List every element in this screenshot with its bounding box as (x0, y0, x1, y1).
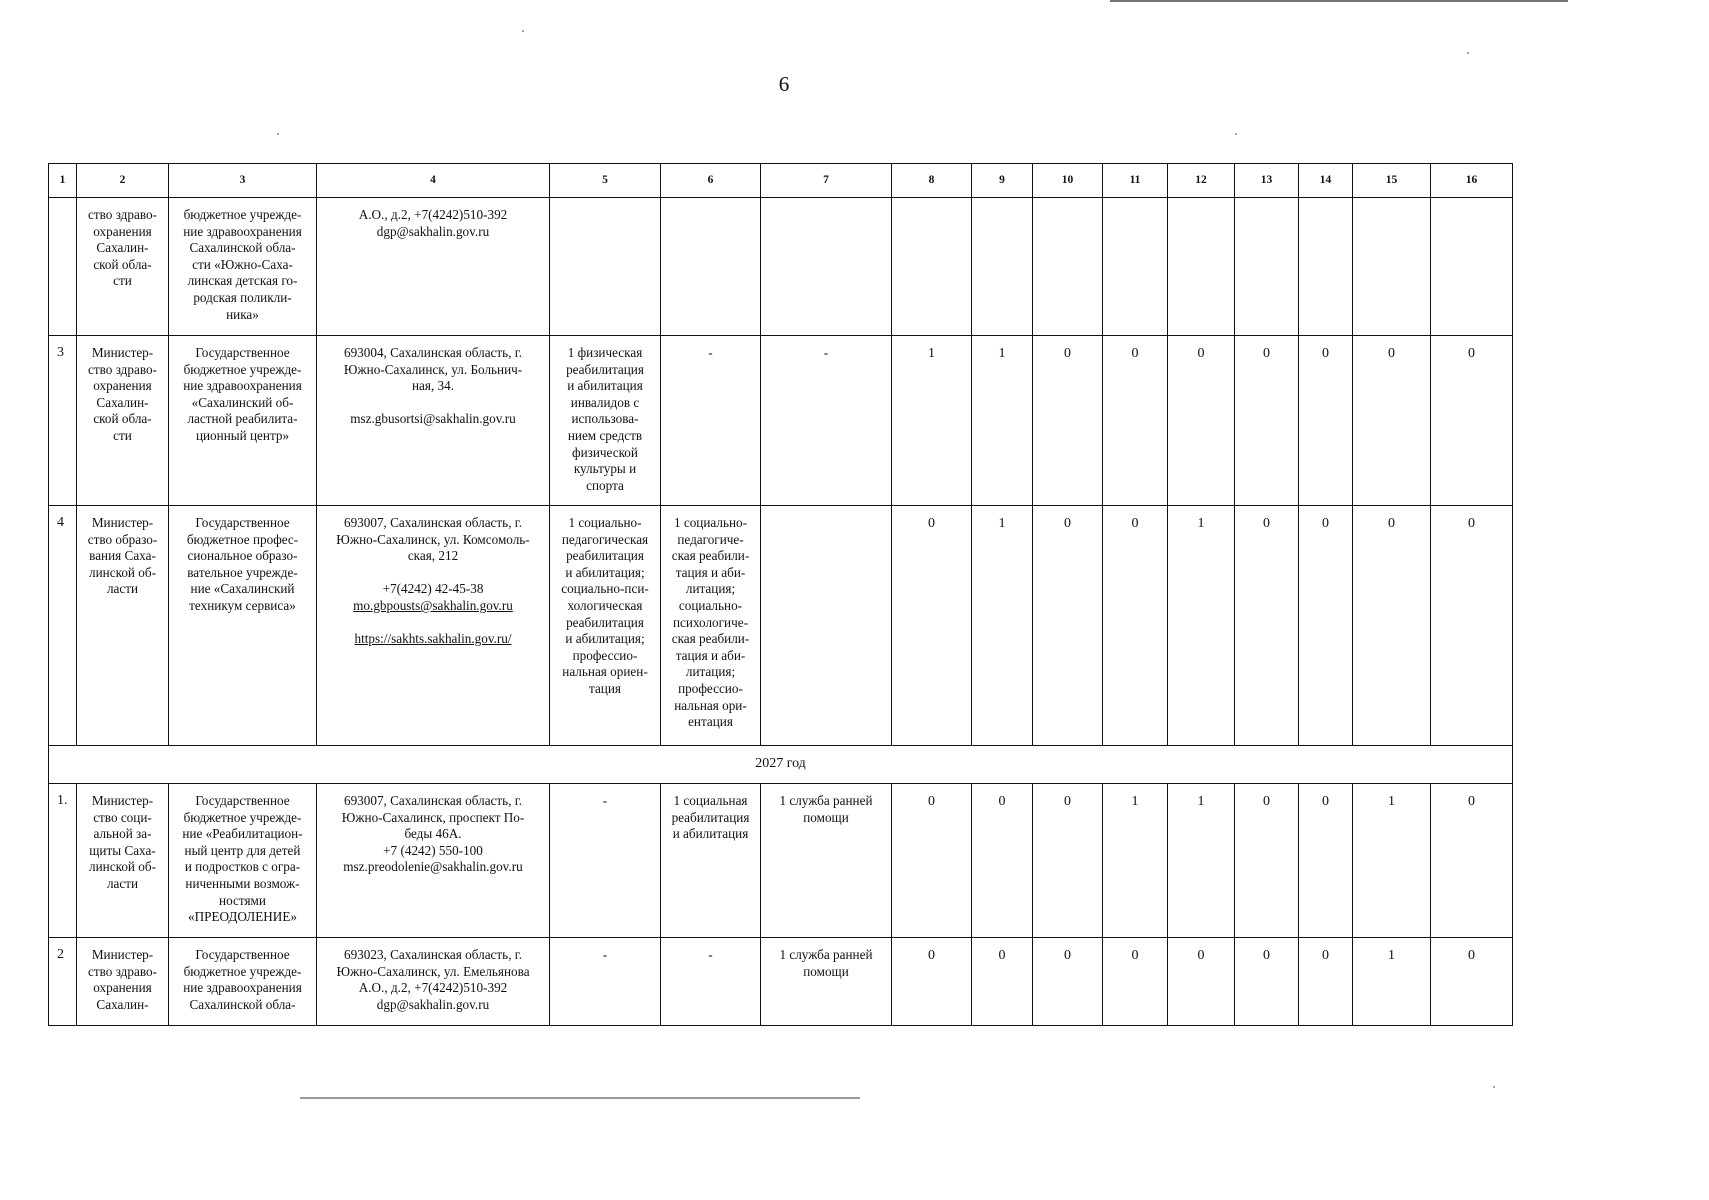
row-index-cell: 4 (49, 506, 77, 746)
institution-line: Государственное (195, 793, 290, 808)
institution-cell (169, 938, 317, 1026)
value-cell (892, 198, 972, 336)
institution-line: сиональное образо- (187, 548, 298, 564)
rehab-type-alt-cell (661, 336, 761, 506)
early-help-cell (761, 198, 892, 336)
rehab-type-line: социально-пси- (561, 581, 649, 597)
value-cell (1103, 198, 1168, 336)
rehab-type-line: и абилитация; (565, 631, 645, 647)
rehab-type-alt-line: профессио- (678, 680, 743, 696)
rehab-type-line: физической (572, 444, 638, 460)
institution-line: и подростков с огра- (184, 859, 301, 875)
column-number: 6 (661, 164, 761, 198)
value-cell: 0 (1431, 784, 1513, 938)
value-cell: 0 (1353, 506, 1431, 746)
institution-line: бюджетное учрежде- (183, 809, 302, 825)
value-cell (972, 198, 1033, 336)
scan-speck (277, 133, 279, 135)
address-line: ная, 34. (411, 378, 455, 394)
scan-speck (1493, 1086, 1495, 1088)
value-cell: 0 (1299, 506, 1353, 746)
address-line: 693007, Сахалинская область, г. (343, 515, 523, 530)
institution-cell (169, 784, 317, 938)
value-cell: 0 (892, 784, 972, 938)
rehab-type-line: инвалидов с (570, 394, 640, 410)
rehab-type-line: культуры и (573, 461, 637, 477)
institution-line: сти «Южно-Саха- (192, 256, 293, 272)
address-cell (317, 938, 550, 1026)
address-line: Южно-Сахалинск, ул. Комсомоль- (336, 531, 530, 547)
ministry-line: ской обла- (93, 411, 152, 427)
column-number: 15 (1353, 164, 1431, 198)
row-index-cell: 2 (49, 938, 77, 1026)
ministry-line: охранения (93, 378, 152, 394)
rehab-type-line: тация (589, 680, 621, 696)
early-help-line: 1 служба ранней (779, 793, 873, 808)
rehab-type-alt-cell (661, 506, 761, 746)
column-number: 12 (1168, 164, 1235, 198)
rehab-type-line: реабилитация (566, 614, 644, 630)
ministry-line: вания Саха- (89, 548, 156, 564)
institution-line: Государственное (195, 345, 290, 360)
scan-artifact-bottom (300, 1097, 860, 1099)
ministry-line: ство здраво- (88, 963, 157, 979)
value-cell: 0 (892, 506, 972, 746)
rehab-type-alt-line: ская реабили- (671, 548, 750, 564)
column-number: 10 (1033, 164, 1103, 198)
value-cell: 0 (1299, 784, 1353, 938)
rehab-type-alt-line: литация; (685, 664, 736, 680)
value-cell: 0 (1299, 938, 1353, 1026)
rehab-type-alt-cell (661, 198, 761, 336)
value-cell: 1 (972, 336, 1033, 506)
ministry-line: ство здраво- (88, 361, 157, 377)
rehab-type-line: 1 физическая (567, 345, 643, 360)
address-line: 693023, Сахалинская область, г. (343, 947, 523, 962)
institution-line: Государственное (195, 515, 290, 530)
institution-line: Сахалинской обла- (189, 996, 296, 1012)
rehab-type-cell (550, 336, 661, 506)
value-cell: 0 (972, 938, 1033, 1026)
institution-line: ностями (219, 892, 266, 908)
ministry-line: Министер- (91, 345, 154, 360)
value-cell: 0 (972, 784, 1033, 938)
rehab-type-alt-line: 1 социально- (673, 515, 748, 530)
column-number: 5 (550, 164, 661, 198)
ministry-line: линской об- (89, 564, 156, 580)
institution-line: ниченными возмож- (185, 875, 300, 891)
ministry-line: охранения (93, 223, 152, 239)
address-line: dgp@sakhalin.gov.ru (376, 223, 490, 239)
rehab-type-line: педагогическая (561, 531, 649, 547)
value-cell: 1 (892, 336, 972, 506)
value-cell: 0 (1033, 784, 1103, 938)
rehab-type-line: использова- (571, 411, 639, 427)
address-line (320, 565, 546, 582)
value-cell: 1 (1168, 784, 1235, 938)
value-cell: 0 (1168, 336, 1235, 506)
rehab-type-line: нием средств (567, 427, 643, 443)
address-line: ская, 212 (407, 548, 459, 564)
ministry-line: сти (113, 427, 132, 443)
institution-line: техникум сервиса» (189, 597, 296, 613)
column-number: 9 (972, 164, 1033, 198)
address-line: Южно-Сахалинск, проспект По- (341, 809, 525, 825)
rehab-type-alt-cell (661, 784, 761, 938)
scan-artifact-top (1110, 0, 1568, 2)
rehab-type-line: и абилитация; (565, 564, 645, 580)
value-cell (1033, 198, 1103, 336)
rehab-type-alt-line: педагогиче- (677, 531, 744, 547)
address-line: 693007, Сахалинская область, г. (343, 793, 523, 808)
institution-line: бюджетное учрежде- (183, 361, 302, 377)
column-number: 13 (1235, 164, 1299, 198)
ministry-line: ской обла- (93, 256, 152, 272)
ministry-line: щиты Саха- (89, 842, 156, 858)
ministry-cell (77, 784, 169, 938)
rehab-type-line: хологическая (567, 597, 643, 613)
column-number: 16 (1431, 164, 1513, 198)
column-number: 2 (77, 164, 169, 198)
value-cell: 1 (1103, 784, 1168, 938)
institution-line: бюджетное учрежде- (183, 963, 302, 979)
column-number-row (49, 164, 1513, 198)
institution-line: ный центр для детей (184, 842, 301, 858)
value-cell (1431, 198, 1513, 336)
value-cell: 0 (1235, 336, 1299, 506)
rehab-type-line: нальная ориен- (562, 664, 648, 680)
rehab-type-line: - (602, 947, 608, 962)
rehab-type-alt-line: ентация (688, 714, 733, 730)
ministry-line: ласти (106, 581, 139, 597)
table-row (49, 336, 1513, 506)
rehab-type-alt-line: реабилитация (671, 809, 750, 825)
value-cell (1353, 198, 1431, 336)
value-cell: 0 (1235, 506, 1299, 746)
ministry-line: ство образо- (87, 531, 158, 547)
rehab-type-alt-line: - (708, 345, 713, 360)
rehab-type-alt-line: тация и аби- (675, 564, 746, 580)
rehab-type-alt-line: тация и аби- (675, 647, 746, 663)
address-line (320, 615, 546, 632)
institution-line: линская детская го- (187, 273, 298, 289)
ministry-line: охранения (93, 980, 152, 996)
year-row (49, 746, 1513, 784)
ministry-cell (77, 198, 169, 336)
ministry-line: Сахалин- (96, 996, 149, 1012)
institution-line: «ПРЕОДОЛЕНИЕ» (188, 909, 297, 925)
institution-cell (169, 198, 317, 336)
value-cell: 0 (1033, 506, 1103, 746)
value-cell: 0 (1299, 336, 1353, 506)
ministry-line: ство соци- (93, 809, 152, 825)
address-line: Южно-Сахалинск, ул. Больнич- (343, 361, 523, 377)
rehab-type-alt-line: 1 социальная (673, 793, 748, 808)
value-cell: 0 (1431, 938, 1513, 1026)
early-help-line: помощи (803, 809, 849, 825)
rehab-type-line: реабилитация (566, 548, 644, 564)
column-number: 11 (1103, 164, 1168, 198)
address-line: msz.preodolenie@sakhalin.gov.ru (343, 859, 523, 875)
address-line: dgp@sakhalin.gov.ru (376, 996, 490, 1012)
address-cell (317, 506, 550, 746)
institution-line: вательное учрежде- (187, 564, 298, 580)
institution-line: бюджетное учрежде- (183, 207, 302, 222)
institution-line: ние здравоохранения (183, 223, 302, 239)
rehab-type-cell (550, 198, 661, 336)
rehab-type-alt-line: социально- (678, 597, 743, 613)
early-help-cell (761, 506, 892, 746)
institutions-table (48, 163, 1513, 1026)
column-number: 3 (169, 164, 317, 198)
institution-line: «Сахалинский об- (191, 394, 294, 410)
address-line: +7(4242) 42-45-38 (382, 581, 484, 597)
address-link: mo.gbpousts@sakhalin.gov.ru (353, 597, 513, 613)
ministry-line: Министер- (91, 793, 154, 808)
address-line: +7 (4242) 550-100 (383, 842, 483, 858)
address-cell (317, 336, 550, 506)
ministry-line: сти (113, 273, 132, 289)
institution-line: Государственное (195, 947, 290, 962)
address-line: А.О., д.2, +7(4242)510-392 (358, 980, 508, 996)
value-cell: 1 (1168, 506, 1235, 746)
address-line: А.О., д.2, +7(4242)510-392 (358, 207, 508, 222)
rehab-type-cell (550, 784, 661, 938)
column-number: 4 (317, 164, 550, 198)
address-link: https://sakhts.sakhalin.gov.ru/ (354, 631, 512, 647)
scan-speck (522, 30, 524, 32)
table-row (49, 506, 1513, 746)
value-cell: 0 (1168, 938, 1235, 1026)
ministry-cell (77, 506, 169, 746)
rehab-type-line: реабилитация (566, 361, 644, 377)
value-cell: 0 (1033, 336, 1103, 506)
column-number: 8 (892, 164, 972, 198)
ministry-line: Сахалин- (96, 240, 149, 256)
early-help-line: - (823, 345, 829, 360)
value-cell: 0 (892, 938, 972, 1026)
value-cell (1299, 198, 1353, 336)
institution-line: бюджетное профес- (186, 531, 299, 547)
row-index-cell: 3 (49, 336, 77, 506)
institution-line: ние здравоохранения (183, 980, 302, 996)
column-number: 7 (761, 164, 892, 198)
rehab-type-line: - (602, 793, 608, 808)
rehab-type-alt-line: нальная ори- (674, 697, 747, 713)
column-number: 14 (1299, 164, 1353, 198)
table-row (49, 938, 1513, 1026)
ministry-cell (77, 336, 169, 506)
early-help-cell (761, 336, 892, 506)
value-cell: 0 (1353, 336, 1431, 506)
column-number: 1 (49, 164, 77, 198)
rehab-type-cell (550, 506, 661, 746)
early-help-cell (761, 938, 892, 1026)
rehab-type-alt-line: психологиче- (673, 614, 748, 630)
ministry-line: линской об- (89, 859, 156, 875)
value-cell (1235, 198, 1299, 336)
institution-line: ние «Реабилитацион- (182, 826, 303, 842)
rehab-type-line: 1 социально- (568, 515, 642, 530)
rehab-type-line: спорта (586, 477, 624, 493)
rehab-type-alt-line: ская реабили- (671, 631, 750, 647)
value-cell: 1 (1353, 938, 1431, 1026)
ministry-line: ство здраво- (88, 207, 157, 222)
ministry-line: Министер- (91, 515, 154, 530)
address-line: 693004, Сахалинская область, г. (343, 345, 523, 360)
ministry-line: ласти (106, 875, 139, 891)
page-number: 6 (778, 72, 790, 96)
rehab-type-alt-cell (661, 938, 761, 1026)
address-line: беды 46А. (404, 826, 462, 842)
value-cell: 0 (1103, 336, 1168, 506)
institution-line: Сахалинской обла- (189, 240, 296, 256)
value-cell: 1 (1353, 784, 1431, 938)
address-cell (317, 784, 550, 938)
rehab-type-alt-line: и абилитация (672, 826, 749, 842)
rehab-type-line: и абилитация (567, 378, 643, 394)
row-index-cell (49, 198, 77, 336)
address-line (320, 395, 546, 412)
scan-speck (1235, 133, 1237, 135)
early-help-cell (761, 784, 892, 938)
value-cell: 0 (1235, 938, 1299, 1026)
institution-line: ника» (226, 306, 259, 322)
institution-line: родская поликли- (193, 289, 292, 305)
rehab-type-alt-line: - (708, 947, 713, 962)
table-row (49, 784, 1513, 938)
table-body (49, 164, 1513, 1026)
value-cell: 0 (1103, 938, 1168, 1026)
address-cell (317, 198, 550, 336)
value-cell: 1 (972, 506, 1033, 746)
institution-line: ние «Сахалинский (190, 581, 295, 597)
table-row (49, 198, 1513, 336)
institution-cell (169, 506, 317, 746)
value-cell: 0 (1033, 938, 1103, 1026)
value-cell: 0 (1103, 506, 1168, 746)
rehab-type-cell (550, 938, 661, 1026)
institution-line: ние здравоохранения (183, 378, 302, 394)
address-line: msz.gbusortsi@sakhalin.gov.ru (350, 411, 516, 427)
row-index-cell: 1. (49, 784, 77, 938)
year-label: 2027 год (49, 746, 1513, 784)
rehab-type-alt-line: литация; (685, 581, 736, 597)
value-cell (1168, 198, 1235, 336)
ministry-line: Сахалин- (96, 394, 149, 410)
institution-line: ластной реабилита- (187, 411, 298, 427)
institution-line: ционный центр» (195, 427, 290, 443)
early-help-line: помощи (803, 963, 849, 979)
institution-cell (169, 336, 317, 506)
value-cell: 0 (1431, 336, 1513, 506)
ministry-line: альной за- (93, 826, 152, 842)
ministry-cell (77, 938, 169, 1026)
value-cell: 0 (1235, 784, 1299, 938)
scan-speck (1467, 52, 1469, 54)
ministry-line: Министер- (91, 947, 154, 962)
early-help-line: 1 служба ранней (779, 947, 873, 962)
rehab-type-line: профессио- (572, 647, 638, 663)
address-line: Южно-Сахалинск, ул. Емельянова (336, 963, 530, 979)
value-cell: 0 (1431, 506, 1513, 746)
